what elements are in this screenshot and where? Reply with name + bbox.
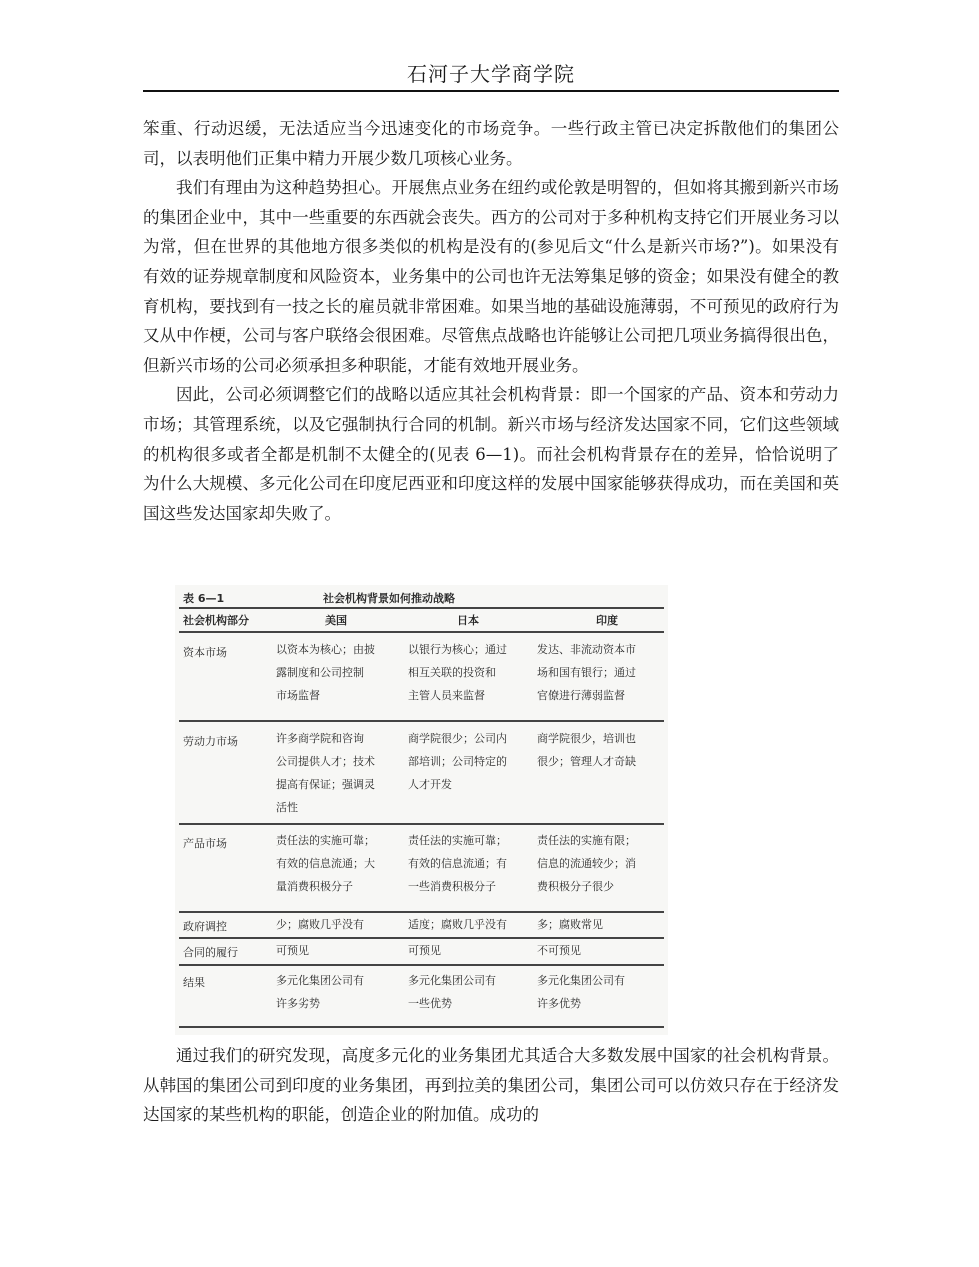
header-title: 石河子大学商学院 — [407, 62, 575, 86]
table-caption — [183, 587, 663, 607]
cell-line: 一些优势 — [408, 997, 452, 1010]
table-row-label: 政府调控 — [183, 920, 227, 933]
table-rule — [179, 823, 664, 825]
table-cell-us — [276, 727, 375, 819]
cell-line: 有效的信息流通；大 — [276, 857, 375, 870]
table-row-label: 资本市场 — [183, 646, 227, 659]
cell-line: 主管人员来监督 — [408, 689, 485, 702]
cell-line: 费积极分子很少 — [537, 880, 614, 893]
table-row-label: 劳动力市场 — [183, 735, 238, 748]
cell-line: 提高有保证；强调灵 — [276, 778, 375, 791]
cell-line: 多元化集团公司有 — [537, 974, 625, 987]
table-header-india: 印度 — [596, 614, 618, 627]
table-cell-us — [276, 829, 375, 898]
table-rule — [179, 964, 664, 966]
cell-line: 信息的流通较少；消 — [537, 857, 636, 870]
table-cell-japan — [408, 969, 496, 1015]
table-cell-india — [537, 913, 603, 936]
cell-line: 多元化集团公司有 — [276, 974, 364, 987]
table-header-component: 社会机构部分 — [183, 614, 249, 627]
cell-line: 市场监督 — [276, 689, 320, 702]
cell-line: 商学院很少；公司内 — [408, 732, 507, 745]
table-cell-us — [276, 913, 364, 936]
cell-line: 许多商学院和咨询 — [276, 732, 364, 745]
table-cell-japan — [408, 638, 507, 707]
cell-line: 适度；腐败几乎没有 — [408, 918, 507, 931]
cell-line: 许多劣势 — [276, 997, 320, 1010]
cell-line: 相互关联的投资和 — [408, 666, 496, 679]
table-6-1 — [175, 585, 668, 1035]
cell-line: 发达、非流动资本市 — [537, 643, 636, 656]
paragraph: 我们有理由为这种趋势担心。开展焦点业务在纽约或伦敦是明智的，但如将其搬到新兴市场的集团企业中，其中一些重要的东西就会丧失。西方的公司对于多种机构支持它们开展业务习以为常，但在世界的其他地方很多类似的机构是没有的(参见后文“什么是新兴市场?”)。如果没有有效的证券规章制度和风险资本，业务集中的公司也许无法筹集足够的资金；如果没有健全的教育机构，要找到有一技之长的雇员就非常困难。如果当地的基础设施薄弱，不可预见的政府行为又从中作梗，公司与客户联络会很困难。尽管焦点战略也许能够让公司把几项业务搞得很出色，但新兴市场的公司必须承担多种职能，才能有效地开展业务。 — [143, 178, 839, 375]
table-rule-top — [179, 607, 664, 609]
table-cell-us — [276, 969, 364, 1015]
table-title: 社会机构背景如何推动战略 — [323, 592, 455, 605]
table-cell-india — [537, 638, 636, 707]
page-header — [143, 58, 839, 92]
table-cell-india — [537, 939, 581, 962]
cell-line: 人才开发 — [408, 778, 452, 791]
table-cell-japan — [408, 939, 441, 962]
cell-line: 商学院很少，培训也 — [537, 732, 636, 745]
cell-line: 多；腐败常见 — [537, 918, 603, 931]
paragraph: 笨重、行动迟缓，无法适应当今迅速变化的市场竞争。一些行政主管已决定拆散他们的集团公司，以表明他们正集中精力开展少数几项核心业务。 — [143, 119, 839, 168]
table-rule-bottom — [179, 1026, 664, 1028]
table-row-label: 合同的履行 — [183, 946, 238, 959]
table-number: 表 6—1 — [183, 592, 225, 605]
cell-line: 以资本为核心；由披 — [276, 643, 375, 656]
table-rule-header — [179, 631, 664, 633]
cell-line: 可预见 — [276, 944, 309, 957]
table-cell-japan — [408, 913, 507, 936]
cell-line: 有效的信息流通；有 — [408, 857, 507, 870]
cell-line: 不可预见 — [537, 944, 581, 957]
cell-line: 露制度和公司控制 — [276, 666, 364, 679]
cell-line: 部培训；公司特定的 — [408, 755, 507, 768]
cell-line: 公司提供人才；技术 — [276, 755, 375, 768]
cell-line: 责任法的实施可靠； — [276, 834, 375, 847]
paragraph: 通过我们的研究发现，高度多元化的业务集团尤其适合大多数发展中国家的社会机构背景。从韩国的集团公司到印度的业务集团，再到拉美的集团公司，集团公司可以仿效只存在于经济发达国家的某些机构的职能，创造企业的附加值。成功的 — [143, 1046, 839, 1125]
body-text-bottom — [143, 1041, 839, 1130]
body-text-top — [143, 114, 839, 528]
table-header-japan: 日本 — [457, 614, 479, 627]
cell-line: 官僚进行薄弱监督 — [537, 689, 625, 702]
cell-line: 少；腐败几乎没有 — [276, 918, 364, 931]
cell-line: 责任法的实施可靠； — [408, 834, 507, 847]
table-cell-india — [537, 727, 636, 773]
table-cell-japan — [408, 727, 507, 796]
table-header-us: 美国 — [325, 614, 347, 627]
cell-line: 一些消费积极分子 — [408, 880, 496, 893]
cell-line: 以银行为核心；通过 — [408, 643, 507, 656]
table-row-label: 产品市场 — [183, 837, 227, 850]
cell-line: 可预见 — [408, 944, 441, 957]
cell-line: 量消费积极分子 — [276, 880, 353, 893]
table-cell-us — [276, 638, 375, 707]
table-cell-japan — [408, 829, 507, 898]
cell-line: 多元化集团公司有 — [408, 974, 496, 987]
cell-line: 活性 — [276, 801, 298, 814]
table-cell-india — [537, 969, 625, 1015]
cell-line: 许多优势 — [537, 997, 581, 1010]
table-row-label: 结果 — [183, 976, 205, 989]
cell-line: 场和国有银行；通过 — [537, 666, 636, 679]
cell-line: 责任法的实施有限； — [537, 834, 636, 847]
table-rule — [179, 720, 664, 722]
table-cell-india — [537, 829, 636, 898]
cell-line: 很少；管理人才奇缺 — [537, 755, 636, 768]
paragraph: 因此，公司必须调整它们的战略以适应其社会机构背景：即一个国家的产品、资本和劳动力市场；其管理系统，以及它强制执行合同的机制。新兴市场与经济发达国家不同，它们这些领域的机构很多或者全都是机制不太健全的(见表 6—1)。而社会机构背景存在的差异，恰恰说明了为什么大规模、多元化公司在印度尼西亚和印度这样的发展中国家能够获得成功，而在美国和英国这些发达国家却失败了。 — [143, 385, 839, 523]
table-cell-us — [276, 939, 309, 962]
